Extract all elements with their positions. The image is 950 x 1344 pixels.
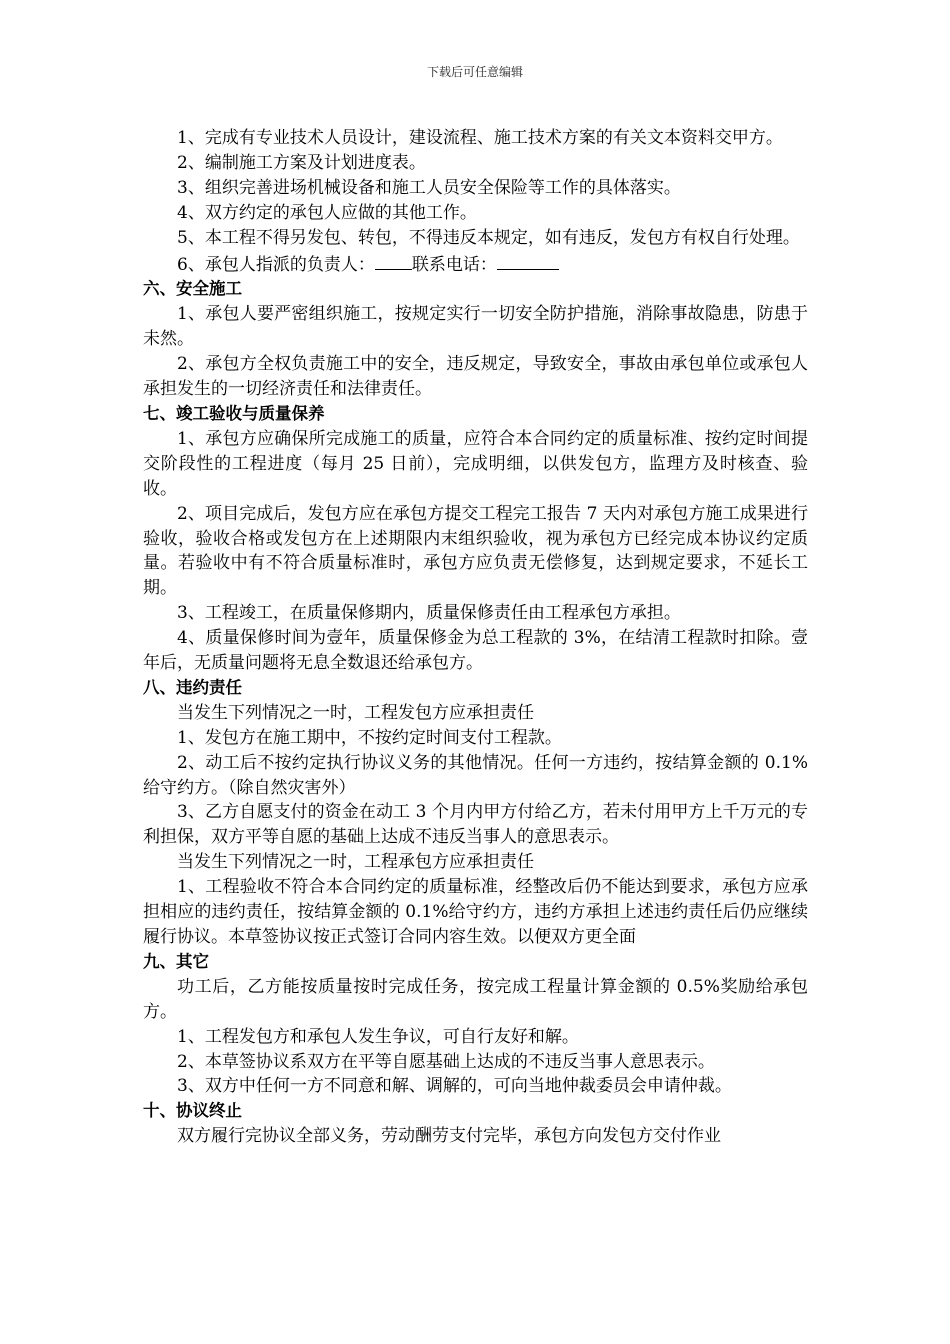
s8-para-5: 当发生下列情况之一时，工程承包方应承担责任 bbox=[177, 852, 534, 873]
s8-para-6: 1、工程验收不符合本合同约定的质量标准，经整改后仍不能达到要求，承包方应承担相应的违约责任，按结算金额的 0.1%给守约方，违约方承担上述违约责任后仍应继续履行协议。本草签协议按正式签订合同内容生效。以便双方更全面 bbox=[143, 877, 808, 947]
page-header-note: 下载后可任意编辑 bbox=[426, 65, 523, 79]
s10-para-1: 双方履行完协议全部义务，劳动酬劳支付完毕，承包方向发包方交付作业 bbox=[177, 1126, 721, 1147]
document-body bbox=[143, 126, 808, 1149]
contact-phone-label: 联系电话： bbox=[411, 254, 497, 275]
s5-para-1: 1、完成有专业技术人员设计，建设流程、施工技术方案的有关文本资料交甲方。 bbox=[177, 128, 783, 148]
s9-para-2: 1、工程发包方和承包人发生争议，可自行友好和解。 bbox=[177, 1026, 579, 1047]
s6-para-2: 2、承包方全权负责施工中的安全，违反规定，导致安全，事故由承包单位或承包人承担发生的一切经济责任和法律责任。 bbox=[143, 354, 808, 400]
section-10-heading: 十、协议终止 bbox=[143, 1101, 242, 1121]
s5-para-2: 2、编制施工方案及计划进度表。 bbox=[177, 152, 426, 173]
s7-para-4: 4、质量保修时间为壹年，质量保修金为总工程款的 3%，在结清工程款时扣除。壹年后，无质量问题将无息全数退还给承包方。 bbox=[143, 628, 808, 674]
s7-para-2: 2、项目完成后，发包方应在承包方提交工程完工报告 7 天内对承包方施工成果进行验收，验收合格或发包方在上述期限内末组织验收，视为承包方已经完成本协议约定质量。若验收中有不符合质量标准时，承包方应负责无偿修复，达到规定要求，不延长工期。 bbox=[143, 503, 808, 599]
s6-para-1: 1、承包人要严密组织施工，按规定实行一切安全防护措施，消除事故隐患，防患于未然。 bbox=[143, 304, 808, 350]
section-8-heading: 八、违约责任 bbox=[143, 677, 242, 697]
s9-para-4: 3、双方中任何一方不同意和解、调解的，可向当地仲裁委员会申请仲裁。 bbox=[177, 1076, 732, 1097]
s8-para-4: 3、乙方自愿支付的资金在动工 3 个月内甲方付给乙方，若未付用甲方上千万元的专利担保，双方平等自愿的基础上达成不违反当事人的意思表示。 bbox=[143, 802, 808, 848]
responsible-person-label: 6、承包人指派的负责人： bbox=[177, 254, 375, 275]
s7-para-1: 1、承包方应确保所完成施工的质量，应符合本合同约定的质量标准、按约定时间提交阶段性的工程进度（每月 25 日前），完成明细，以供发包方，监理方及时核查、验收。 bbox=[143, 428, 808, 499]
s5-para-3: 3、组织完善进场机械设备和施工人员安全保险等工作的具体落实。 bbox=[177, 177, 681, 198]
s9-para-1: 功工后，乙方能按质量按时完成任务，按完成工程量计算金额的 0.5%奖励给承包方。 bbox=[143, 976, 808, 1022]
responsible-person-blank bbox=[375, 251, 412, 270]
s7-para-3: 3、工程竣工，在质量保修期内，质量保修责任由工程承包方承担。 bbox=[177, 603, 681, 624]
section-6-heading: 六、安全施工 bbox=[143, 279, 242, 299]
s5-para-4: 4、双方约定的承包人应做的其他工作。 bbox=[177, 202, 477, 223]
section-7-heading: 七、竣工验收与质量保养 bbox=[143, 403, 325, 423]
s5-para-5: 5、本工程不得另发包、转包，不得违反本规定，如有违反，发包方有权自行处理。 bbox=[177, 227, 800, 248]
s9-para-3: 2、本草签协议系双方在平等自愿基础上达成的不违反当事人意思表示。 bbox=[177, 1051, 715, 1072]
s8-para-2: 1、发包方在施工期中，不按约定时间支付工程款。 bbox=[177, 727, 562, 748]
s8-para-3: 2、动工后不按约定执行协议义务的其他情况。任何一方违约，按结算金额的 0.1%给守约方。（除自然灾害外） bbox=[143, 752, 808, 798]
s5-para-6 bbox=[143, 251, 808, 278]
section-9-heading: 九、其它 bbox=[143, 951, 209, 971]
contact-phone-blank bbox=[497, 251, 559, 270]
s8-para-1: 当发生下列情况之一时，工程发包方应承担责任 bbox=[177, 702, 534, 723]
